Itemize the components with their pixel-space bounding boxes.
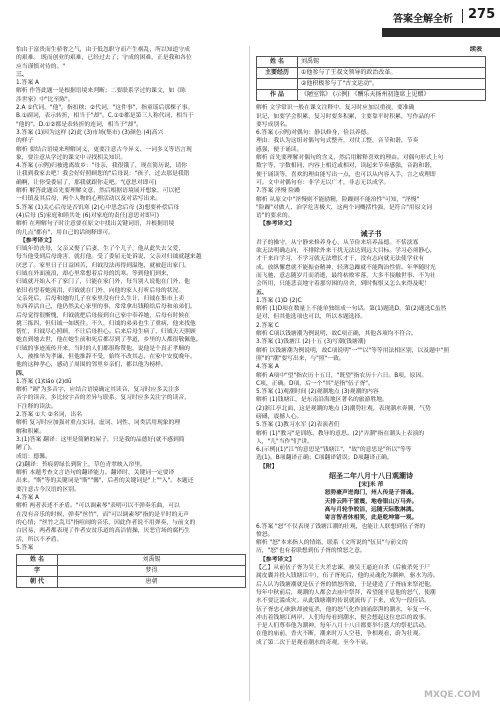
table-key-cell xyxy=(257,79,298,90)
text-line: 2.答案 ①大 ②名词，出名 xyxy=(16,412,82,419)
text-line: (4)后母 (5)家庭和睦共处 (6)对家庭的责任(意思对即可) xyxy=(16,212,159,219)
text-line: 归钺年幼丧母，父亲又娶了后妻，生了个儿子，他从此失去父爱， xyxy=(16,246,185,253)
text-line: 伍子胥忠心耿耿却被冤杀，他的怒气化作汹涌澎湃的潮水，年复一年， xyxy=(256,606,436,613)
text-line: 愤怒。 xyxy=(256,531,274,538)
text-line: 归钺在外面流浪，却心里常想着后母的饥寒。等到他们到来， xyxy=(16,271,173,278)
section-title: 答案全解全析 xyxy=(393,14,453,25)
text-line: 6.(示例)(1)"江"的意思是"钱塘江"，"故"的意思是"所以"等等 xyxy=(256,447,412,454)
text-line: 4.答案 A xyxy=(256,364,279,371)
text-line: 解和积累。 xyxy=(16,428,45,435)
text-line: 解析 C项以钱塘潮为例说明，故C项正确，其他各项均不符合。 xyxy=(256,331,417,338)
table-key-cell: 作 品 xyxy=(257,90,298,101)
text-line: 才干来自学习，不学习就无法增长才干，没有志向就无法使学业有 xyxy=(256,256,425,263)
text-line: 解析 要结合语境来理解词义，更要注意古今异义、一词多义等语言现 xyxy=(16,146,192,153)
text-line: 磅礴，震撼人心。 xyxy=(256,413,303,420)
text-line: 他的这种孝心，感动了周围的邻里乡亲们，都以他为榜样。 xyxy=(16,362,167,369)
table-key-cell: 主要经历 xyxy=(257,68,298,79)
text-line: 5.答案 (1)教习水军 (2)表演者们 xyxy=(256,422,340,429)
header-bar xyxy=(382,28,500,37)
text-line: 的艰难。 既而创业的艰难，已经过去了；守成的困难，正是我和各位 xyxy=(16,55,192,62)
text-line: 5.答案 xyxy=(16,544,34,551)
text-line: 的几点"都有"，用自己的话阐释即可。 xyxy=(16,229,115,236)
text-line: 天排云阵千雷震，地卷银山万马奔。 xyxy=(324,498,418,505)
text-line: 活，所以不矛盾。 xyxy=(16,536,63,543)
page-header xyxy=(0,0,500,40)
left-text-block xyxy=(16,46,246,552)
text-line: 6.答案 "怒"不仅表现了钱塘江潮的壮观，也能让人联想到伍子胥的 xyxy=(256,523,426,530)
text-line: 【参考译文】 xyxy=(260,221,295,228)
text-line: 欲无法明确志向，不排除外来干扰无法达到远大目标。学习必须静心， xyxy=(256,248,436,255)
text-line: 而飞驰，意志随岁月而消逝，最终枯败零落，大多不接触世事、不为社 xyxy=(256,272,436,279)
text-line: 应当谨慎对待的。" xyxy=(16,63,66,70)
text-line: 历，"怒"也有着联想到伍子胥的愤怒之意。 xyxy=(256,548,366,555)
text-line: 陋了)。 xyxy=(16,445,36,452)
text-line: 东西养活自己，他仍然关心家里的事，常常拿出钱粮给后母和弟弟们。 xyxy=(16,304,196,311)
page-number: 275 xyxy=(468,7,496,22)
table-value-cell: 刘禹锡 xyxy=(298,57,486,68)
text-line: 【参考译文】 xyxy=(260,556,295,563)
text-line: B.①副词，表示转折，相当于"却"。C.①②都是第三人称代词，相当于 xyxy=(16,113,194,120)
text-line: 寄言智者休相笑，此是乾坤第一观。 xyxy=(324,515,418,522)
text-line: 五、 xyxy=(256,289,268,296)
text-line: (2)翻译：苔痕碧绿长到阶上，草色青翠映入帘里。 xyxy=(16,461,146,468)
text-line: 要注意古今汉语的区别。 xyxy=(16,486,80,493)
table-row xyxy=(17,566,246,577)
text-line: 解析 解答此题首先要理解文意，然后根据语境展开想象，可以把 xyxy=(16,188,181,195)
text-line: 三、 xyxy=(16,71,28,78)
text-line: 解析 在理解句子时注意要在原文中找出关键词语，并根据语境 xyxy=(16,221,175,228)
text-line: 理由：我认为这组对偶句句式整齐，对仗工整，音节和谐，节奏 xyxy=(256,138,419,145)
text-line: 四、 xyxy=(16,370,28,377)
table-row xyxy=(17,555,246,566)
text-line: 【乙】从前伍子胥为吴王夫差忠谏，被吴王逼迫自杀（后被杀死于尸 xyxy=(256,565,430,572)
table-value-cell: 《陋室铭》 (示例) 《酬乐天扬州初逢席上见赠》 xyxy=(298,90,486,101)
text-line: 绍圣二年八月十八日观潮诗 xyxy=(329,472,413,481)
table-value-cell: 唐朝 xyxy=(58,577,246,588)
table-key-cell: 朝 代 xyxy=(17,577,58,588)
text-line: 象，要注意从学过的课文中寻找相关知识。 xyxy=(16,154,127,161)
text-line: 一归镇及其后母，两个人物的心理活动以及对话写出来。 xyxy=(16,196,161,203)
text-line: 是对，但其他选项也可以，所以本题选择。 xyxy=(256,314,367,321)
text-line: 的心情；"丝竹之乱耳"指喧闹的音乐，因此作者说不用弹奏，与前文的 xyxy=(16,519,196,526)
text-line: 在没有音乐的时候，弹奏"丝竹"，而"可以调素琴"指的是平时的无声 xyxy=(16,511,189,518)
text-line: 后母觉得很惭愧，归钺就把后母接到自己家中奉养她，后母有时候在 xyxy=(16,312,190,319)
author-info-table-continued xyxy=(256,56,486,101)
text-line: 【参考译文】 xyxy=(20,237,55,244)
text-line: 人，被推举为孝廉，但他推辞不受，始终不改其志，在家中安度晚年。 xyxy=(16,353,196,360)
text-line: 出来。"斯"等的关键词是"斯""馨"，后者的关键词是"上""入"。本题还 xyxy=(16,478,194,485)
author-info-table xyxy=(16,554,246,588)
text-line: 1.答案 (1)tiáo (2)dū xyxy=(16,378,72,385)
text-line: 后人认为钱塘潮就是伍子胥的愤怒所致，于是建造了子胥庙来祭祀他， xyxy=(256,581,436,588)
table-value-cell: 刘禹锡 xyxy=(58,555,246,566)
text-line: 识记，如要学会积累，复习时要多积累，主要靠平时积累，写作品的不 xyxy=(256,113,436,120)
text-line: 解析 本题考查文言语句的翻译能力。翻译时，关键词一定要译 xyxy=(16,470,175,477)
text-line: 1.答案 (1)D (2)C xyxy=(256,297,302,304)
text-line: 可。文中对偶句有：非学无以广才，非志无以成学。 xyxy=(256,179,390,186)
text-line: 人，"儿"当作"们"讲。 xyxy=(256,438,314,445)
table-row xyxy=(17,577,246,588)
text-line: 于是人们尊奉他为潮神，每年八月十八日都要举行盛大的祭祀活动。 xyxy=(256,623,430,630)
text-line: 高与月轮争皎洁，远随天际散淋漓。 xyxy=(324,506,418,513)
text-line: 归钺就开始入不了家门了，只能在家门外，每当别人说他在门外，他 xyxy=(16,279,190,286)
text-line: "他的"。D.①②都是表转折的连词，相当于"却"。 xyxy=(16,121,142,128)
text-line: 每年中秋前后，观潮的人都会去庙中祭拜，希望能平息他的怒气，使潮 xyxy=(256,589,436,596)
text-line: 怕由于富贵而生骄奢之气，由于低忽职守而产生祸乱，所以知道守成 xyxy=(16,47,190,53)
column-divider xyxy=(249,46,250,701)
text-line: 1.答案 A xyxy=(16,80,39,87)
text-line: 归钺的事迹流传开来，当时的人们都很称赞他，说他是个真正孝顺的 xyxy=(16,345,190,352)
text-line: 君子的操守，从宁静来修养身心，从节俭来培养品德。不恬淡寡 xyxy=(256,239,419,246)
table-key-cell: 字 xyxy=(17,566,58,577)
text-line: 语"的要求的。 xyxy=(256,213,294,220)
text-line: 属皮囊并投入钱塘江中），伍子胥死后，他的灵魂化为潮神，驱水为涛。 xyxy=(256,573,439,580)
table-row xyxy=(257,79,486,90)
text-line: 音字的读音，多比较字音的差异与联系。复习时应多关注字的读音， xyxy=(16,395,190,402)
text-line: 怒势豪声迸海门，州人传是子胥魂。 xyxy=(324,490,418,497)
text-line: 涉世家》中"比至陈"。 xyxy=(16,96,74,103)
text-line: 【附】 xyxy=(260,463,278,470)
table-value-cell: ②他积极参与了"古文运动"。 xyxy=(298,79,486,90)
text-line: 2.A ①代词，"他"，指扣秧；②代词，"这件事"，指童谣后那棵子事。 xyxy=(16,105,194,112)
table-row xyxy=(257,68,486,79)
text-line: 解析 作答此题一是根据语境来判断；二要联系学过的课文，如《陈 xyxy=(16,88,186,95)
text-line: C项，正确。D项，后一个"其"是指"伍子胥"。 xyxy=(256,380,374,387)
text-line: 选(1)。B项翻译正确；C项翻译错误；D项翻译正确。 xyxy=(256,455,393,462)
text-line: 下注释的读法。 xyxy=(16,403,57,410)
text-line: 4.答案 A xyxy=(16,495,39,502)
text-line: 成了第二次于是观看潮水的奇观，至今不衰。 xyxy=(256,639,372,646)
text-line: (2)浙江亭北面，这是观潮的地点 (3)潮势壮观，表现潮水奔腾，气势 xyxy=(256,405,431,412)
text-line: 3.答案 (1)因为这样 (2)此 (3)市场(集市) (3)颜色 (4)高兴 xyxy=(16,129,164,136)
text-line: 7.答案 淫慢 险躁 xyxy=(256,188,300,195)
text-line: 解析 "怒"本来指人的情绪，联系《文所说的"伍员"与前文的 xyxy=(256,540,408,547)
text-line: 成。放纵懈怠就不能振奋精神，轻薄急躁就不能陶冶性情。年华随时光 xyxy=(256,264,436,271)
text-line: 白居易，两者都表现了作者安贫乐道的高洁情操，厌恶官场的腐朽生 xyxy=(16,528,190,535)
text-line: 依旧看望着她流泪，归钺就在门外，向他的家人打听后母的状况。 xyxy=(16,287,185,294)
text-line: 冲击着钱塘江两岸，人们每每看到潮水，便会想起这位忠臣的故事。 xyxy=(256,614,430,621)
text-line: 便于诵读等，喜欢的理由能写出一点，也可以从内容入手，言之成理即 xyxy=(256,171,436,178)
text-line: 解析 两者表述不矛盾。"可以调素琴"表明可以不弹奏乐曲，可以 xyxy=(16,503,180,510)
text-line: 解析 从原文中"淫慢则不能励精，险躁则不能治性"可知，"淫慢" xyxy=(256,196,420,203)
text-line: 解析 复习时应加强对重点实词、虚词、词性、词类活用现象的理 xyxy=(16,420,181,427)
right-text-block xyxy=(256,104,486,647)
right-column xyxy=(256,46,486,706)
text-line: 解析 A项中"望"指农历十五日，"既望"指农历十六日。B项，原因。 xyxy=(256,372,428,379)
text-line: 的样子 xyxy=(16,138,34,145)
text-line: 2.答案 C xyxy=(256,322,280,329)
text-line: 5.答案 (1)关心后母是否饥寒 (2)心中思念后母 (3)想要补偿后母 xyxy=(16,204,180,211)
header-separator xyxy=(462,9,463,23)
text-line: 6.答案 (示例)对偶句：静以修身，俭以养德。 xyxy=(256,130,373,137)
text-line: 解析 以钱塘潮为例说明，故C项说明"一""以"等等用法相区别，以及题中"照 xyxy=(256,347,450,354)
table-value-cell: 梦得 xyxy=(58,566,246,577)
text-line: 解析 首先要理解对偶句的含义，然后用解释喜欢的理由。对偶句形式上句 xyxy=(256,155,444,162)
text-line: 感强，便于诵读。 xyxy=(256,146,303,153)
text-line: 数字等，字数相同，内容上相近或相对，读起来节奏感强，音韵和谐， xyxy=(256,163,436,170)
text-line: 会所用，只能悲哀地守着那穷困的房舍，到时悔恨又怎么来得及呢！ xyxy=(256,281,430,288)
text-line: 4.答案 (示例)归被逃离故乡："母亲，我很饿了，现在简历说，请你 xyxy=(16,163,188,170)
text-line: 解析 (1)"教习"是训练、教导的意思。(2)"弄潮"指在潮头上表演的 xyxy=(256,430,425,437)
text-line: 厌恶了。家里日子日益困苦，归钺没法再得到温饱，就被赶出家门。 xyxy=(16,262,190,269)
text-line: 她直到她去世，他在她生前和死后都尽到了孝道，乡里的人都很敬佩他。 xyxy=(16,337,202,344)
table-continued-label: 续表 xyxy=(469,46,482,53)
table-value-cell: ①他参与了王叔文领导的政治改革。 xyxy=(298,68,486,79)
text-line: 成语：德馨。 xyxy=(16,453,51,460)
text-line: 水不要泛滥成灾。从此钱塘潮的传说就流传了下来，成为一段佳话。 xyxy=(256,598,430,605)
table-row xyxy=(257,90,486,101)
text-line: 确啊，让你受委屈了，那我就跟你走吧。"(意思对即可) xyxy=(16,179,157,186)
text-line: 照"的"潮"要写出来，与"照"一致。 xyxy=(256,355,345,362)
text-line: 解析 (1)D项在数量上不能单独组成一句话。第(1)题选D，第(2)题选C虽然 xyxy=(256,306,447,313)
text-line: 父亲死后，后母和她的儿子在家里没有什么生计，归钺在集市上卖 xyxy=(16,295,185,302)
text-line: 诫子书 xyxy=(360,229,382,238)
table-row xyxy=(257,57,486,68)
text-line: 挑三拣四，但归钺一如既往。不久，归钺的弟弟也生了重病，他来找他 xyxy=(16,320,196,327)
table-key-cell: 姓 名 xyxy=(257,57,298,68)
text-line: 解析 文学常识一般在课文注释中，复习时应加以重视，要准确 xyxy=(256,105,415,112)
text-line: 每当他受到后母谗害，就打他。受了委屈无处诉说，父亲对归钺就越来越 xyxy=(16,254,202,261)
text-line: 要写成别名。 xyxy=(256,121,291,128)
left-column xyxy=(16,46,246,706)
text-line: 在他的庙前，香火不断，潮来时万人空巷，争相观看，蔚为壮观。 xyxy=(256,631,425,638)
text-line: 解析 (1)钱塘江，是东南沿海地区著名的旅游胜地。 xyxy=(256,397,388,404)
table-key-cell: 姓 名 xyxy=(17,555,58,566)
text-line: 解析 "调"为多音字，应结合语境确定其读音，复习时应多关注多 xyxy=(16,387,180,394)
text-line: 3.(1)答案 翻译：这里是简陋的屋子，只是我的品德好(就不感到简 xyxy=(16,436,185,443)
text-line: 3.答案 (1)钱塘江 (2)十五 (3)写潮(钱塘潮) xyxy=(256,339,366,346)
text-line: 帮忙，归钺尽心照顾，不让后母担心。后来后母生病了，归钺天天照顾 xyxy=(16,329,196,336)
text-line: "险躁"对做人、治学危害极大，这两个词概括性强，是符合"用原文词 xyxy=(256,204,433,211)
watermark: MXQE.COM xyxy=(424,690,481,700)
text-line: [宋]米 芾 xyxy=(358,482,384,489)
text-line: 让我到我家去吧！我会好好照顾您的"后母说："孩子，过去那是我错 xyxy=(16,171,190,178)
text-line: 5.答案 (1)观潮时间 (2)观潮地点 (3)观潮的内容 xyxy=(256,389,379,396)
